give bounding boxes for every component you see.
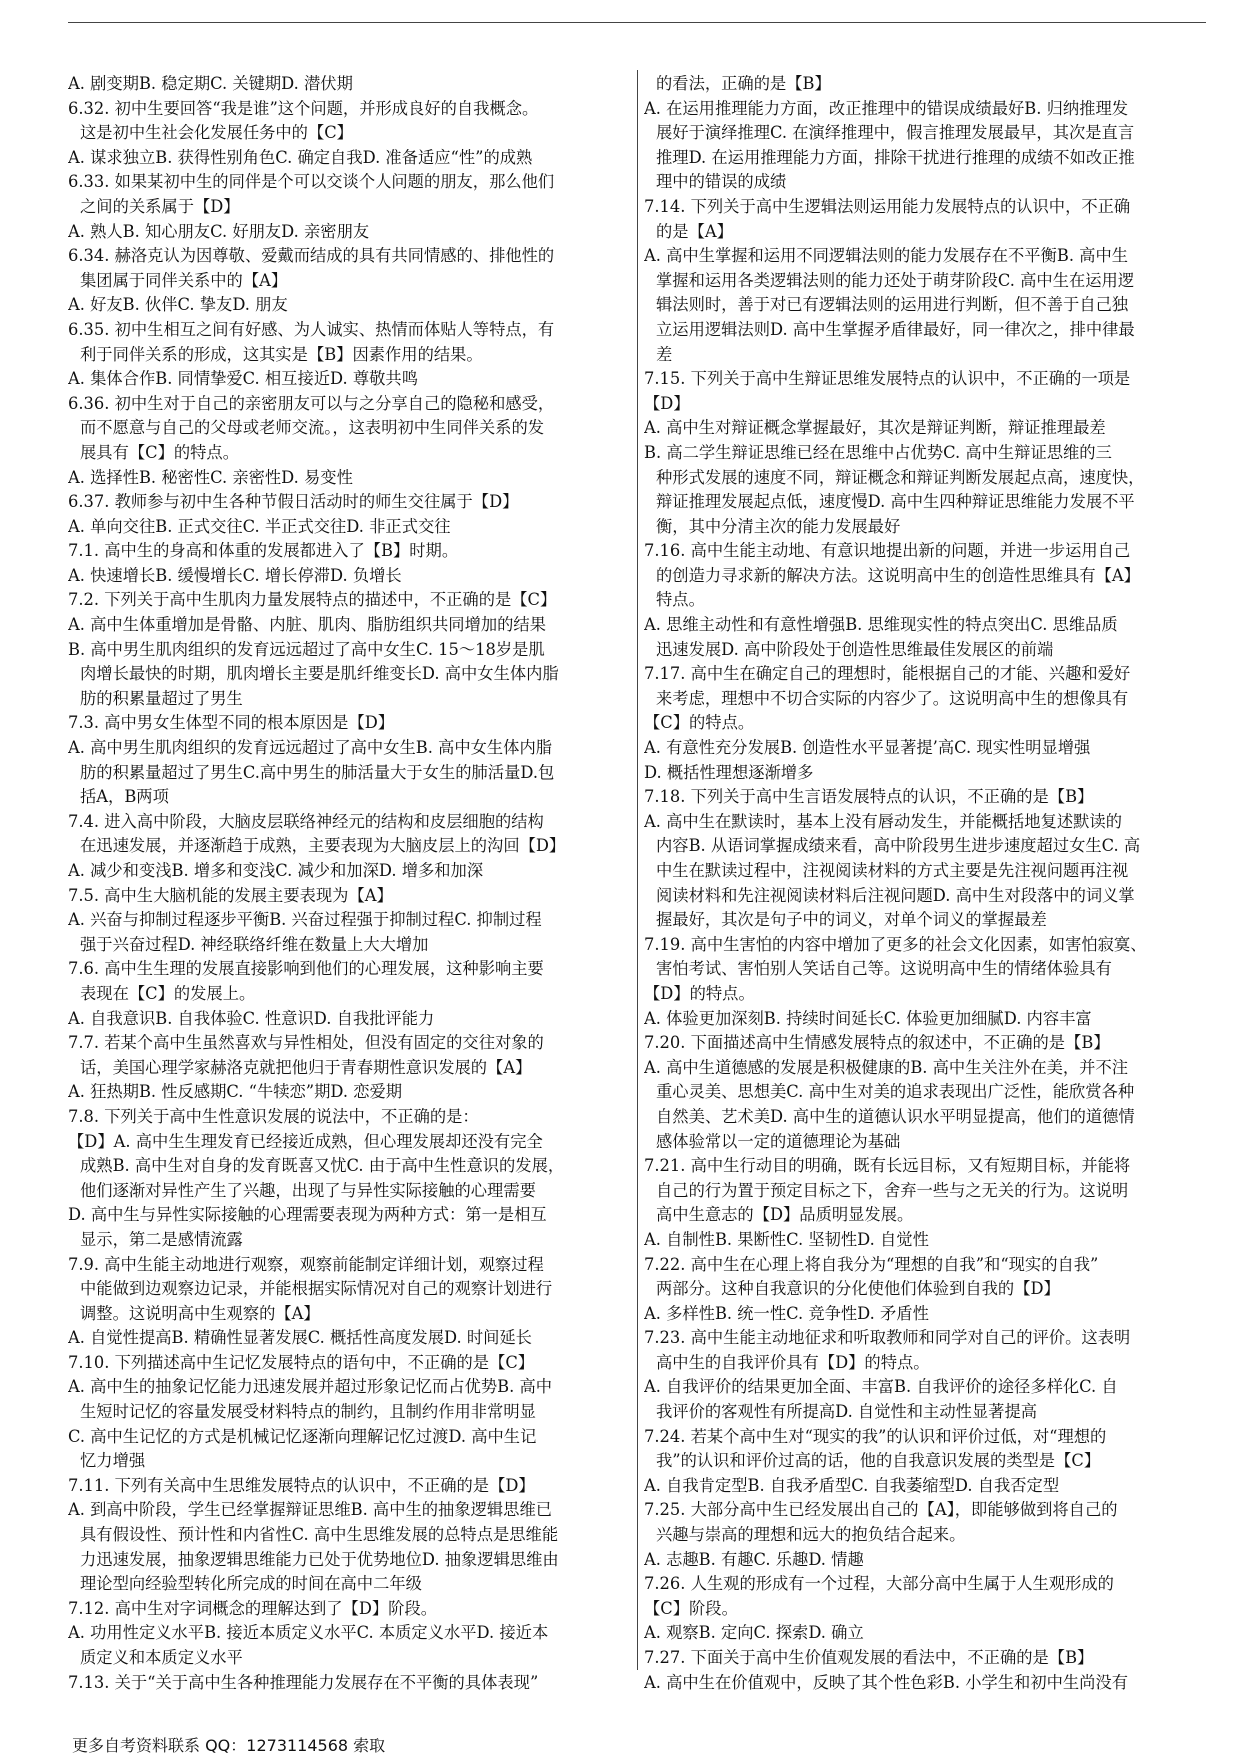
header-rule — [68, 22, 1206, 23]
text-line: 特点。 — [656, 590, 705, 610]
text-line: A. 到高中阶段，学生已经掌握辩证思维B. 高中生的抽象逻辑思维已 — [68, 1500, 553, 1520]
text-line: 握最好，其次是句子中的词义，对单个词义的掌握最差 — [656, 910, 1047, 930]
text-line: A. 集体合作B. 同情挚爱C. 相互接近D. 尊敬共鸣 — [68, 369, 418, 389]
left-column — [68, 72, 630, 1695]
text-line: 的是【A】 — [656, 221, 733, 241]
text-line: A. 快速增长B. 缓慢增长C. 增长停滞D. 负增长 — [68, 565, 402, 585]
text-line: 之间的关系属于【D】 — [80, 196, 240, 216]
text-line: 展好于演绎推理C. 在演绎推理中，假言推理发展最早，其次是直言 — [656, 123, 1135, 143]
right-column — [644, 72, 1206, 1695]
text-line: A. 思维主动性和有意性增强B. 思维现实性的特点突出C. 思维品质 — [644, 615, 1118, 635]
text-line: 7.11. 下列有关高中生思维发展特点的认识中，不正确的是【D】 — [68, 1475, 535, 1495]
text-line: 7.13. 关于“关于高中生各种推理能力发展存在不平衡的具体表现” — [68, 1672, 539, 1692]
text-line: 7.19. 高中生害怕的内容中增加了更多的社会文化因素，如害怕寂寞、 — [644, 934, 1147, 954]
text-line: D. 概括性理想逐渐增多 — [644, 762, 814, 782]
text-line: 忆力增强 — [80, 1451, 146, 1471]
text-line: 我”的认识和评价过高的话，他的自我意识发展的类型是【C】 — [656, 1451, 1101, 1471]
text-line: A. 高中生的抽象记忆能力迅速发展并超过形象记忆而占优势B. 高中 — [68, 1377, 553, 1397]
text-line: A. 自我肯定型B. 自我矛盾型C. 自我萎缩型D. 自我否定型 — [644, 1475, 1060, 1495]
text-line: D. 高中生与异性实际接触的心理需要表现为两种方式：第一是相互 — [68, 1205, 547, 1225]
text-line: 7.4. 进入高中阶段，大脑皮层联络神经元的结构和皮层细胞的结构 — [68, 811, 544, 831]
text-line: 兴趣与崇高的理想和远大的抱负结合起来。 — [656, 1525, 966, 1545]
text-line: 7.25. 大部分高中生已经发展出自己的【A】，即能够做到将自己的 — [644, 1500, 1118, 1520]
column-divider — [637, 70, 638, 1670]
text-line: 辩证推理发展起点低，速度慢D. 高中生四种辩证思维能力发展不平 — [656, 492, 1135, 512]
text-line: 的创造力寻求新的解决方法。这说明高中生的创造性思维具有【A】 — [656, 565, 1140, 585]
text-line: 6.35. 初中生相互之间有好感、为人诚实、热情而体贴人等特点，有 — [68, 319, 555, 339]
text-line: 【C】的特点。 — [644, 713, 755, 733]
text-line: 自己的行为置于预定目标之下，舍弃一些与之无关的行为。这说明 — [656, 1180, 1129, 1200]
text-line: A. 高中生对辩证概念掌握最好，其次是辩证判断，辩证推理最差 — [644, 418, 1106, 438]
text-line: 7.9. 高中生能主动地进行观察，观察前能制定详细计划，观察过程 — [68, 1254, 544, 1274]
text-line: 6.32. 初中生要回答“我是谁”这个问题，并形成良好的自我概念。 — [68, 98, 539, 118]
text-line: 立运用逻辑法则D. 高中生掌握矛盾律最好，同一律次之，排中律最 — [656, 319, 1135, 339]
text-line: 7.16. 高中生能主动地、有意识地提出新的问题，并进一步运用自己 — [644, 541, 1131, 561]
text-line: 7.10. 下列描述高中生记忆发展特点的语句中，不正确的是【C】 — [68, 1352, 535, 1372]
text-line: 7.27. 下面关于高中生价值观发展的看法中，不正确的是【B】 — [644, 1648, 1094, 1667]
text-line: 内容B. 从语词掌握成绩来看，高中阶段男生进步速度超过女生C. 高 — [656, 836, 1141, 856]
text-line: 7.18. 下列关于高中生言语发展特点的认识，不正确的是【B】 — [644, 787, 1094, 807]
text-line: 差 — [656, 344, 673, 364]
text-line: 7.8. 下列关于高中生性意识发展的说法中，不正确的是： — [68, 1106, 479, 1126]
text-line: 7.21. 高中生行动目的明确，既有长远目标，又有短期目标，并能将 — [644, 1156, 1131, 1176]
text-line: 推理D. 在运用推理能力方面，排除干扰进行推理的成绩不如改正推 — [656, 147, 1135, 167]
text-line: 辑法则时，善于对已有逻辑法则的运用进行判断，但不善于自己独 — [656, 295, 1129, 315]
text-line: 7.15. 下列关于高中生辩证思维发展特点的认识中，不正确的一项是 — [644, 369, 1131, 389]
text-line: 具有假设性、预计性和内省性C. 高中生思维发展的总特点是思维能 — [80, 1525, 559, 1545]
text-line: A. 自觉性提高B. 精确性显著发展C. 概括性高度发展D. 时间延长 — [68, 1328, 532, 1348]
text-line: 7.6. 高中生生理的发展直接影响到他们的心理发展，这种影响主要 — [68, 959, 544, 979]
text-line: 集团属于同伴关系中的【A】 — [80, 270, 288, 290]
footer-contact: 更多自考资料联系 QQ：1273114568 索取 — [72, 1736, 386, 1755]
text-line: 而不愿意与自己的父母或老师交流。，这表明初中生同伴关系的发 — [80, 418, 545, 438]
text-line: A. 剧变期B. 稳定期C. 关键期D. 潜伏期 — [68, 74, 353, 93]
text-line: 我评价的客观性有所提高D. 自觉性和主动性显著提高 — [656, 1402, 1038, 1422]
text-line: 高中生的自我评价具有【D】的特点。 — [656, 1352, 930, 1372]
text-line: A. 高中生在默读时，基本上没有唇动发生，并能概括地复述默读的 — [644, 811, 1122, 831]
text-line: 来考虑，理想中不切合实际的内容少了。这说明高中生的想像具有 — [656, 688, 1129, 708]
text-line: 7.14. 下列关于高中生逻辑法则运用能力发展特点的认识中，不正确 — [644, 196, 1131, 216]
text-line: A. 自我评价的结果更加全面、丰富B. 自我评价的途径多样化C. 自 — [644, 1377, 1118, 1397]
text-line: 利于同伴关系的形成，这其实是【B】因素作用的结果。 — [80, 344, 483, 364]
text-line: 感体验常以一定的道德理论为基础 — [656, 1131, 901, 1151]
text-line: 显示，第二是感情流露 — [80, 1229, 243, 1249]
text-line: 肪的积累量超过了男生 — [80, 688, 243, 708]
text-line: 6.37. 教师参与初中生各种节假日活动时的师生交往属于【D】 — [68, 492, 519, 512]
text-line: 7.1. 高中生的身高和体重的发展都进入了【B】时期。 — [68, 541, 459, 561]
text-line: 害怕考试、害怕别人笑话自己等。这说明高中生的情绪体验具有 — [656, 959, 1112, 979]
text-line: 这是初中生社会化发展任务中的【C】 — [80, 123, 353, 143]
text-line: 掌握和运用各类逻辑法则的能力还处于萌芽阶段C. 高中生在运用逻 — [656, 270, 1135, 290]
text-line: 表现在【C】的发展上。 — [80, 983, 256, 1003]
text-line: A. 观察B. 定向C. 探索D. 确立 — [644, 1623, 864, 1643]
text-line: 理中的错误的成绩 — [656, 172, 787, 192]
text-line: 种形式发展的速度不同，辩证概念和辩证判断发展起点高，速度快， — [656, 467, 1145, 487]
text-line: 自然美、艺术美D. 高中生的道德认识水平明显提高，他们的道德情 — [656, 1106, 1135, 1126]
text-line: 6.33. 如果某初中生的同伴是个可以交谈个人问题的朋友，那么他们 — [68, 172, 555, 192]
text-line: 肉增长最快的时期，肌肉增长主要是肌纤维变长D. 高中女生体内脂 — [80, 664, 559, 684]
text-line: A. 选择性B. 秘密性C. 亲密性D. 易变性 — [68, 467, 353, 487]
text-line: 【D】A. 高中生生理发育已经接近成熟，但心理发展却还没有完全 — [68, 1131, 543, 1151]
text-line: A. 高中生道德感的发展是积极健康的B. 高中生关注外在美，并不注 — [644, 1057, 1129, 1077]
text-line: A. 自制性B. 果断性C. 坚韧性D. 自觉性 — [644, 1229, 929, 1249]
text-line: 力迅速发展，抽象逻辑思维能力已处于优势地位D. 抽象逻辑思维由 — [80, 1549, 559, 1569]
text-line: 衡，其中分清主次的能力发展最好 — [656, 516, 901, 536]
text-line: 6.36. 初中生对于自己的亲密朋友可以与之分享自己的隐秘和感受， — [68, 393, 555, 413]
text-line: 6.34. 赫洛克认为因尊敬、爱戴而结成的具有共同情感的、排他性的 — [68, 246, 555, 266]
text-line: 展具有【C】的特点。 — [80, 442, 239, 462]
text-line: A. 单向交往B. 正式交往C. 半正式交往D. 非正式交往 — [68, 516, 451, 536]
text-line: A. 狂热期B. 性反感期C. “牛犊恋”期D. 恋爱期 — [68, 1082, 403, 1102]
text-line: 【D】 — [644, 393, 690, 413]
text-line: A. 有意性充分发展B. 创造性水平显著提’高C. 现实性明显增强 — [644, 738, 1091, 758]
text-line: A. 多样性B. 统一性C. 竞争性D. 矛盾性 — [644, 1303, 929, 1323]
text-line: 在迅速发展，并逐渐趋于成熟，主要表现为大脑皮层上的沟回【D】 — [80, 836, 566, 856]
text-line: 7.24. 若某个高中生对“现实的我”的认识和评价过低，对“理想的 — [644, 1426, 1107, 1446]
text-line: A. 高中男生肌肉组织的发育远远超过了高中女生B. 高中女生体内脂 — [68, 738, 553, 758]
text-line: 7.22. 高中生在心理上将自我分为“理想的自我”和“现实的自我” — [644, 1254, 1099, 1274]
text-line: 重心灵美、思想美C. 高中生对美的追求表现出广泛性，能欣赏各种 — [656, 1082, 1135, 1102]
text-line: 强于兴奋过程D. 神经联络纤维在数量上大大增加 — [80, 934, 429, 954]
text-line: 质定义和本质定义水平 — [80, 1648, 243, 1667]
text-line: A. 自我意识B. 自我体验C. 性意识D. 自我批评能力 — [68, 1008, 435, 1028]
text-line: 7.7. 若某个高中生虽然喜欢与异性相处，但没有固定的交往对象的 — [68, 1033, 544, 1053]
text-line: B. 高中男生肌肉组织的发育远远超过了高中女生C. 15～18岁是肌 — [68, 639, 545, 659]
text-line: 阅读材料和先注视阅读材料后注视问题D. 高中生对段落中的词义掌 — [656, 885, 1135, 905]
text-line: A. 兴奋与抑制过程逐步平衡B. 兴奋过程强于抑制过程C. 抑制过程 — [68, 910, 542, 930]
text-line: A. 熟人B. 知心朋友C. 好朋友D. 亲密朋友 — [68, 221, 370, 241]
text-line: A. 在运用推理能力方面，改正推理中的错误成绩最好B. 归纳推理发 — [644, 98, 1129, 118]
text-line: 7.3. 高中男女生体型不同的根本原因是【D】 — [68, 713, 395, 733]
text-line: 中能做到边观察边记录，并能根据实际情况对自己的观察计划进行 — [80, 1279, 553, 1299]
text-line: 生短时记忆的容量发展受材料特点的制约，且制约作用非常明显 — [80, 1402, 536, 1422]
text-line: 7.12. 高中生对字词概念的理解达到了【D】阶段。 — [68, 1598, 438, 1618]
text-line: 调整。这说明高中生观察的【A】 — [80, 1303, 320, 1323]
text-line: A. 谋求独立B. 获得性别角色C. 确定自我D. 准备适应“性”的成熟 — [68, 147, 533, 167]
text-line: 话，美国心理学家赫洛克就把他归于青春期性意识发展的【A】 — [80, 1057, 532, 1077]
text-line: A. 高中生掌握和运用不同逻辑法则的能力发展存在不平衡B. 高中生 — [644, 246, 1129, 266]
text-line: 高中生意志的【D】品质明显发展。 — [656, 1205, 914, 1225]
text-line: A. 好友B. 伙伴C. 挚友D. 朋友 — [68, 295, 288, 315]
text-line: 肪的积累量超过了男生C.高中男生的肺活量大于女生的肺活量D.包 — [80, 762, 555, 782]
text-line: 7.2. 下列关于高中生肌肉力量发展特点的描述中，不正确的是【C】 — [68, 590, 557, 610]
text-line: C. 高中生记忆的方式是机械记忆逐渐向理解记忆过渡D. 高中生记 — [68, 1426, 537, 1446]
text-line: 【C】阶段。 — [644, 1598, 738, 1618]
text-line: 他们逐渐对异性产生了兴趣，出现了与异性实际接触的心理需要 — [80, 1180, 536, 1200]
text-line: 成熟B. 高中生对自身的发育既喜又忧C. 由于高中生性意识的发展， — [80, 1156, 565, 1176]
text-line: A. 志趣B. 有趣C. 乐趣D. 情趣 — [644, 1549, 864, 1569]
text-line: 两部分。这种自我意识的分化使他们体验到自我的【D】 — [656, 1279, 1060, 1299]
text-line: A. 功用性定义水平B. 接近本质定义水平C. 本质定义水平D. 接近本 — [68, 1623, 549, 1643]
text-line: 的看法，正确的是【B】 — [656, 74, 831, 93]
text-line: 7.26. 人生观的形成有一个过程，大部分高中生属于人生观形成的 — [644, 1574, 1114, 1594]
text-line: 7.23. 高中生能主动地征求和听取教师和同学对自己的评价。这表明 — [644, 1328, 1131, 1348]
text-line: 括A，B两项 — [80, 787, 169, 807]
text-line: A. 高中生体重增加是骨骼、内脏、肌肉、脂肪组织共同增加的结果 — [68, 615, 546, 635]
text-line: A. 减少和变浅B. 增多和变浅C. 减少和加深D. 增多和加深 — [68, 861, 484, 880]
text-line: 中生在默读过程中，注视阅读材料的方式主要是先注视问题再注视 — [656, 861, 1129, 880]
text-line: 【D】的特点。 — [644, 983, 755, 1003]
text-line: 理论型向经验型转化所完成的时间在高中二年级 — [80, 1574, 422, 1594]
text-line: A. 高中生在价值观中，反映了其个性色彩B. 小学生和初中生尚没有 — [644, 1672, 1129, 1692]
text-line: 7.20. 下面描述高中生情感发展特点的叙述中，不正确的是【B】 — [644, 1033, 1110, 1053]
text-line: 7.5. 高中生大脑机能的发展主要表现为【A】 — [68, 885, 393, 905]
text-line: 迅速发展D. 高中阶段处于创造性思维最佳发展区的前端 — [656, 639, 1054, 659]
text-line: B. 高二学生辩证思维已经在思维中占优势C. 高中生辩证思维的三 — [644, 442, 1112, 462]
text-line: A. 体验更加深刻B. 持续时间延长C. 体验更加细腻D. 内容丰富 — [644, 1008, 1092, 1028]
text-line: 7.17. 高中生在确定自己的理想时，能根据自己的才能、兴趣和爱好 — [644, 664, 1131, 684]
